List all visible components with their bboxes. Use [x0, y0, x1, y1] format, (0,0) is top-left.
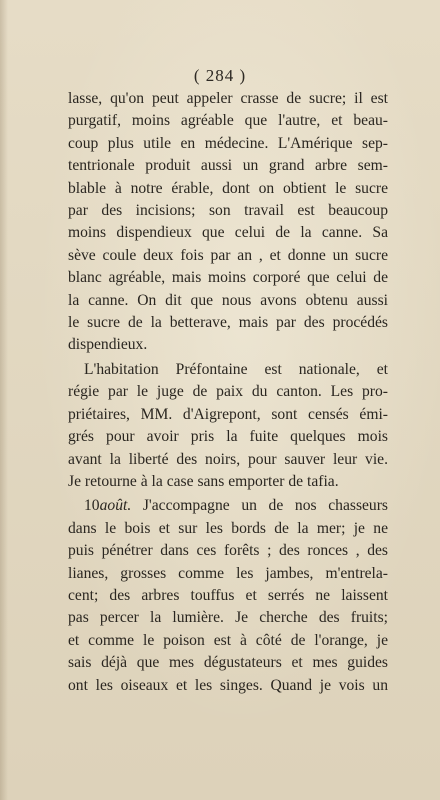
text-line: priétaires, MM. d'Aigrepont, sont censés émi-	[68, 405, 388, 423]
text-line: sais déjà que mes dégustateurs et mes guides	[68, 654, 388, 672]
text-line: coup plus utile en médecine. L'Amérique sep-	[68, 134, 388, 152]
date-month: août.	[99, 497, 132, 515]
date-day: 10	[84, 497, 100, 515]
text-line: avant la liberté des noirs, pour sauver leur vie.	[68, 450, 388, 468]
text-line: dispendieux.	[68, 336, 148, 354]
text-line: moins dispendieux que celui de la canne. Sa	[68, 224, 388, 242]
text-line: tentrionale produit aussi un grand arbre sem-	[68, 157, 388, 175]
text-line: le sucre de la betterave, mais par des procédés	[68, 314, 388, 332]
text-line: la canne. On dit que nous avons obtenu aussi	[68, 291, 388, 309]
text-line: blable à notre érable, dont on obtient le sucre	[68, 179, 388, 197]
text-line: par des incisions; son travail est beaucoup	[68, 202, 388, 220]
text-line: ont les oiseaux et les singes. Quand je vois un	[68, 676, 388, 694]
text-line: pas percer la lumière. Je cherche des fruits;	[68, 609, 388, 627]
text-line: grés pour avoir pris la fuite quelques mois	[68, 428, 388, 446]
text-line: dans le bois et sur les bords de la mer; je ne	[68, 519, 388, 537]
text-line: régie par le juge de paix du canton. Les pro-	[68, 383, 388, 401]
paragraph-habitation	[68, 359, 388, 493]
text-line: Je retourne à la case sans emporter de tafia.	[68, 472, 339, 490]
text-line: puis pénétrer dans ces forêts ; des ronces , des	[68, 542, 388, 560]
text-line: purgatif, moins agréable que l'autre, et beau-	[68, 112, 388, 130]
body-text	[68, 88, 388, 697]
paragraph-sugar	[68, 88, 388, 357]
page-number: ( 284 )	[193, 66, 247, 85]
text-line-dated	[68, 495, 388, 517]
text-line: et comme le poison est à côté de l'orange, je	[68, 631, 388, 649]
text-line: lasse, qu'on peut appeler crasse de sucre; il est	[68, 90, 388, 107]
text-line: cent; des arbres touffus et serrés ne laissent	[68, 586, 388, 604]
text-line: blanc agréable, mais moins corporé que celui de	[68, 269, 388, 287]
text-line: lianes, grosses comme les jambes, m'entrela-	[68, 564, 388, 582]
paragraph-august	[68, 495, 388, 697]
text-line: sève coule deux fois par an , et donne un sucre	[68, 246, 388, 264]
text-line: L'habitation Préfontaine est nationale, et	[84, 360, 388, 378]
text-line-rest: J'accompagne un de nos chasseurs	[131, 497, 388, 515]
